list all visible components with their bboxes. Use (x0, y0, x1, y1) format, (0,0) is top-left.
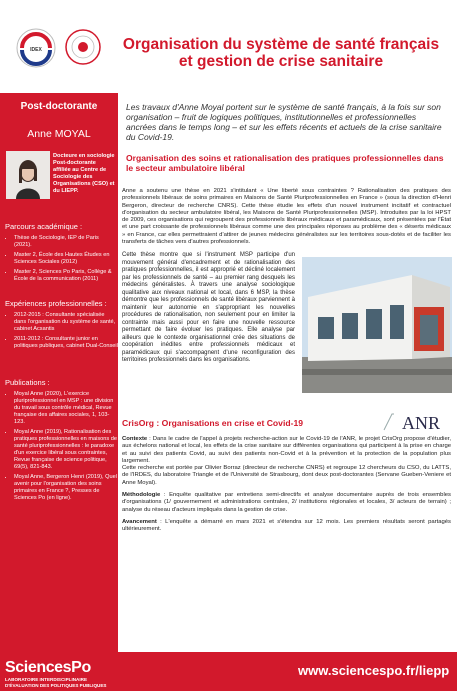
website-link[interactable]: www.sciencespo.fr/liepp (298, 663, 450, 678)
health-center-photo (302, 257, 452, 393)
title-line-2: et gestion de crise sanitaire (178, 53, 384, 70)
title-line-1: Organisation du système de santé français (122, 36, 440, 53)
universite-paris-logo (64, 28, 102, 66)
list-item: • 2012-2015 : Consultante spécialisée dans l'organisation du système de santé, cabinet Acsantis (14, 312, 118, 333)
experiences-list (3, 312, 118, 353)
anr-logo (380, 410, 450, 434)
list-item: • Thèse de Sociologie, IEP de Paris (2021). (14, 235, 118, 249)
avancement-label: Avancement (122, 518, 157, 525)
parcours-list (3, 235, 118, 286)
publications-list (3, 391, 118, 505)
avancement-paragraph (122, 519, 451, 534)
contexte-text: : Dans le cadre de l'appel à projets recherche-action sur le Covid-19 de l'ANR, le projet CrisOrg propose d'étudier, aux échelons national et local, les effets de la crise sanitaire sur différentes organisations qui participent à la prise en charge et au suivi des patients Covid, au suivi des patients non-Covid et à la prévention et la protection de la population plus largement. (122, 436, 451, 464)
svg-text:IDEX: IDEX (30, 47, 42, 53)
list-item: • Moyal Anne, Bergeron Henri (2019), Quel avenir pour l'organisation des soins primaires en France ?, Presses de Sciences Po (en ligne). (14, 474, 118, 502)
lab-name-line-2: D'ÉVALUATION DES POLITIQUES PUBLIQUES (5, 682, 107, 688)
sciencespo-logo: SciencesPo (5, 659, 91, 676)
poster-title (112, 36, 450, 70)
contexte-text-2: Cette recherche est portée par Olivier Borraz (directeur de recherche CNRS) et regroupe 12 chercheurs du CSO, du LATTS, de l'IRDES, du laboratoire Triangle et de l'Université de Strasbourg, dont deux post-doctorantes (Servane Gueben-Veniere et Anne Moyal). (122, 465, 451, 486)
list-item: • Moyal Anne (2020), L'exercice pluriprofessionnel en MSP : une division du travail sous contrôle médical, Revue française des affaires sociales, 1, 103-123. (14, 391, 118, 426)
contexte-label: Contexte (122, 436, 148, 442)
section2-body (122, 436, 451, 539)
idex-logo (14, 26, 58, 72)
lab-name (5, 677, 106, 688)
list-item: • Master 2, Sciences Po Paris, Collège & École de la communication (2011) (14, 269, 118, 283)
section1-paragraph-2: Cette thèse montre que si l'instrument MSP participe d'un mouvement général d'encadrement et de rationalisation des pratiques professionnelles, il est approprié et décliné localement par les professionnels de santé – au premier rang desquels les médecins généralistes. À travers une analyse sociologique qualitative aux niveaux national et local, dans 6 MSP, la thèse démontre que les professionnels de santé libéraux parviennent à maintenir leur autonomie en s'appropriant les nouvelles procédures de rationalisation, non seulement pour en limiter la contrainte mais aussi pour en faire une nouvelle ressource permettant de faire évoluer les pratiques. Elle analyse par ailleurs que le contexte organisationnel crée des situations de coopération inédites entre professionnels médicaux et paramédicaux qui s'accompagnent d'une reconfiguration des territoires professionnels dans les organisations. (122, 252, 295, 363)
contexte-paragraph (122, 436, 451, 487)
list-item: • Moyal Anne (2019), Rationalisation des pratiques professionnelles en maisons de santé pluriprofessionnelles : le paradoxe d'un exercice libéral sous contraintes, Revue française de science politique, 69(5), 821-843. (14, 429, 118, 471)
publications-heading: Publications : (5, 378, 50, 387)
section1-paragraph-1: Anne a soutenu une thèse en 2021 s'intitulant « Une liberté sous contraintes ? Rationalisation des pratiques des professionnels libéraux de soins primaires en Maisons de Santé Pluriprofessionnelles en France » (sous la direction d'Henri Bergeron, directeur de recherche CNRS). Cette thèse étudie les effets d'un nouvel instrument incitatif et contractuel d'organisation du secteur ambulatoire libéral, les Maisons de Santé Pluriprofessionnelles (MSP). Introduites par la loi HPST de 2009, ces organisations qui regroupent des professionnels libéraux médicaux et paramédicaux, sont présentées par l'État et une part croissante de professionnels libéraux comme une des principales réponses au problème des « déserts médicaux » en France, car elles permettraient d'attirer de jeunes médecins généralistes sur les territoires sous-dotés et de faciliter les transferts de tâches vers d'autres professionnels. (122, 188, 451, 246)
experiences-heading: Expériences professionnelles : (5, 299, 107, 308)
section1-title: Organisation des soins et rationalisation des pratiques professionnelles dans le secteur ambulatoire libéral (126, 153, 444, 173)
intro-paragraph: Les travaux d'Anne Moyal portent sur le système de santé français, à la fois sur son organisation – fruit de logiques politiques, institutionnelles et professionnelles ancrées dans le temps long – et sur les effets récents et actuels de la crise sanitaire du Covid-19. (126, 102, 442, 142)
footer (0, 652, 457, 691)
bio-text: Docteure en sociologie Post-doctorante affiliée au Centre de Sociologie des Organisations (CSO) et du LIEPP. (53, 153, 115, 194)
lab-name-line-1: LABORATOIRE INTERDISCIPLINAIRE (5, 677, 88, 682)
avancement-text: : L'enquête a démarré en mars 2021 et s'étendra sur 12 mois. Les premiers résultats seront partagés ultérieurement. (122, 518, 451, 533)
role-title: Post-doctorante (20, 101, 98, 112)
person-name: Anne MOYAL (27, 128, 91, 140)
methodologie-text: : Enquête qualitative par entretiens semi-directifs et analyse documentaire auprès de trois ensembles d'organisations (1/ gouvernement et administrations centrales, 2/ institutions régionales et locales, 3/ acteurs de terrain) ; analyse du réseau d'acteurs impliqués dans la gestion de crise. (122, 492, 451, 513)
methodologie-paragraph (122, 492, 451, 514)
sidebar (0, 93, 118, 652)
section2-title: CrisOrg : Organisations en crise et Covid-19 (122, 418, 303, 428)
anr-label: ANR (401, 413, 440, 433)
list-item: • 2011-2012 : Consultante junior en politiques publiques, cabinet Dual-Conseil (14, 336, 118, 350)
list-item: • Master 2, École des Hautes Études en Sciences Sociales (2012) (14, 252, 118, 266)
parcours-heading: Parcours académique : (5, 222, 83, 231)
methodologie-label: Méthodologie (122, 492, 161, 499)
portrait-photo (6, 151, 50, 199)
